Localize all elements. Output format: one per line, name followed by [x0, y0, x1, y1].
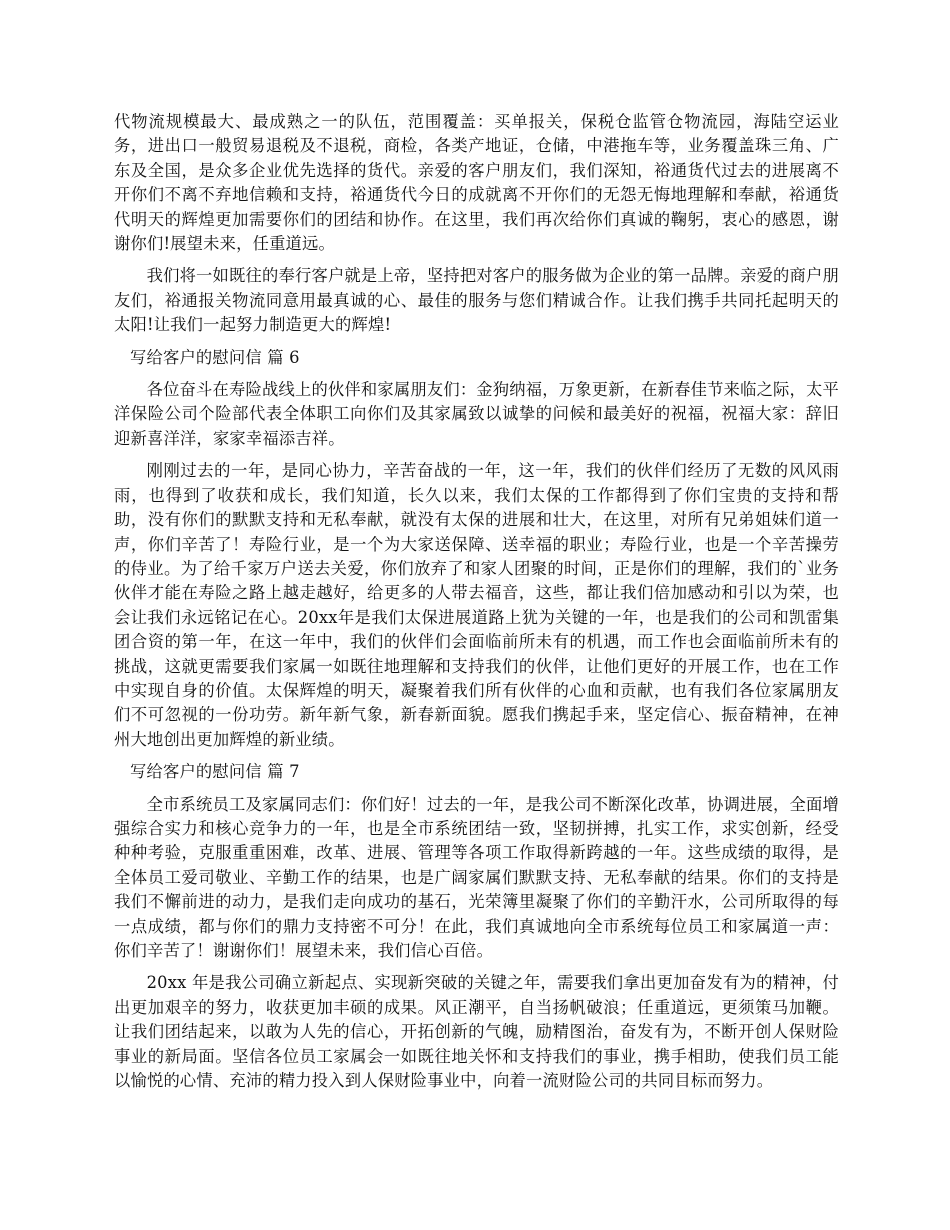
paragraph: 全市系统员工及家属同志们：你们好！过去的一年，是我公司不断深化改革，协调进展，全面增强综合实力和核心竞争力的一年，也是全市系统团结一致，坚韧拼搏，扎实工作，求实创新，经受种种考验，克服重重困难，改革、进展、管理等各项工作取得新跨越的一年。这些成绩的取得，是全体员工爱司敬业、辛勤工作的结果，也是广阔家属们默默支持、无私奉献的结果。你们的支持是我们不懈前进的动力，是我们走向成功的基石，光荣簿里凝聚了你们的辛勤汗水，公司所取得的每一点成绩，都与你们的鼎力支持密不可分！在此，我们真诚地向全市系统每位员工和家属道一声：你们辛苦了！谢谢你们！展望未来，我们信心百倍。: [114, 794, 839, 960]
paragraph: 20xx 年是我公司确立新起点、实现新突破的关键之年，需要我们拿出更加奋发有为的精神，付出更加艰辛的努力，收获更加丰硕的成果。风正潮平，自当扬帆破浪；任重道远，更须策马加鞭。让我们团结起来，以敢为人先的信心，开拓创新的气魄，励精图治，奋发有为，不断开创人保财险事业的新局面。坚信各位员工家属会一如既往地关怀和支持我们的事业，携手相助，使我们员工能以愉悦的心情、充沛的精力投入到人保财险事业中，向着一流财险公司的共同目标而努力。: [114, 973, 839, 1091]
document-page: [114, 110, 839, 1101]
section-heading: 写给客户的慰问信 篇 6: [130, 347, 300, 367]
section-heading: 写给客户的慰问信 篇 7: [130, 762, 300, 782]
paragraph: 我们将一如既往的奉行客户就是上帝，坚持把对客户的服务做为企业的第一品牌。亲爱的商户朋友们，裕通报关物流同意用最真诚的心、最佳的服务与您们精诚合作。让我们携手共同托起明天的太阳!让我们一起努力制造更大的辉煌!: [114, 266, 839, 335]
paragraph: 各位奋斗在寿险战线上的伙伴和家属朋友们：金狗纳福，万象更新，在新春佳节来临之际，太平洋保险公司个险部代表全体职工向你们及其家属致以诚挚的问候和最美好的祝福，祝福大家：辞旧迎新喜洋洋，家家幸福添吉祥。: [114, 380, 839, 448]
paragraph: 代物流规模最大、最成熟之一的队伍，范围覆盖：买单报关，保税仓监管仓物流园，海陆空运业务，进出口一般贸易退税及不退税，商检，各类产地证，仓储，中港拖车等，业务覆盖珠三角、广东及全国，是众多企业优先选择的货代。亲爱的客户朋友们，我们深知，裕通货代过去的进展离不开你们不离不弃地信赖和支持，裕通货代今日的成就离不开你们的无怨无悔地理解和奉献，裕通货代明天的辉煌更加需要你们的团结和协作。在这里，我们再次给你们真诚的鞠躬，衷心的感恩，谢谢你们!展望未来，任重道远。: [114, 112, 839, 254]
paragraph: 刚刚过去的一年，是同心协力，辛苦奋战的一年，这一年，我们的伙伴们经历了无数的风风雨雨，也得到了收获和成长，我们知道，长久以来，我们太保的工作都得到了你们宝贵的支持和帮助，没有你们的默默支持和无私奉献，就没有太保的进展和壮大，在这里，对所有兄弟姐妹们道一声，你们辛苦了！寿险行业，是一个为大家送保障、送幸福的职业；寿险行业，也是一个辛苦操劳的侍业。为了给千家万户送去关爱，你们放弃了和家人团聚的时间，正是你们的理解，我们的`业务伙伴才能在寿险之路上越走越好，给更多的人带去福音，这些，都让我们倍加感动和引以为荣，也会让我们永远铭记在心。20xx年是我们太保进展道路上犹为关键的一年，也是我们的公司和凯雷集团合资的第一年，在这一年中，我们的伙伴们会面临前所未有的机遇，而工作也会面临前所未有的挑战，这就更需要我们家属一如既往地理解和支持我们的伙伴，让他们更好的开展工作，也在工作中实现自身的价值。太保辉煌的明天，凝聚着我们所有伙伴的心血和贡献，也有我们各位家属朋友们不可忽视的一份功劳。新年新气象，新春新面貌。愿我们携起手来，坚定信心、振奋精神，在神州大地创出更加辉煌的新业绩。: [114, 461, 839, 749]
